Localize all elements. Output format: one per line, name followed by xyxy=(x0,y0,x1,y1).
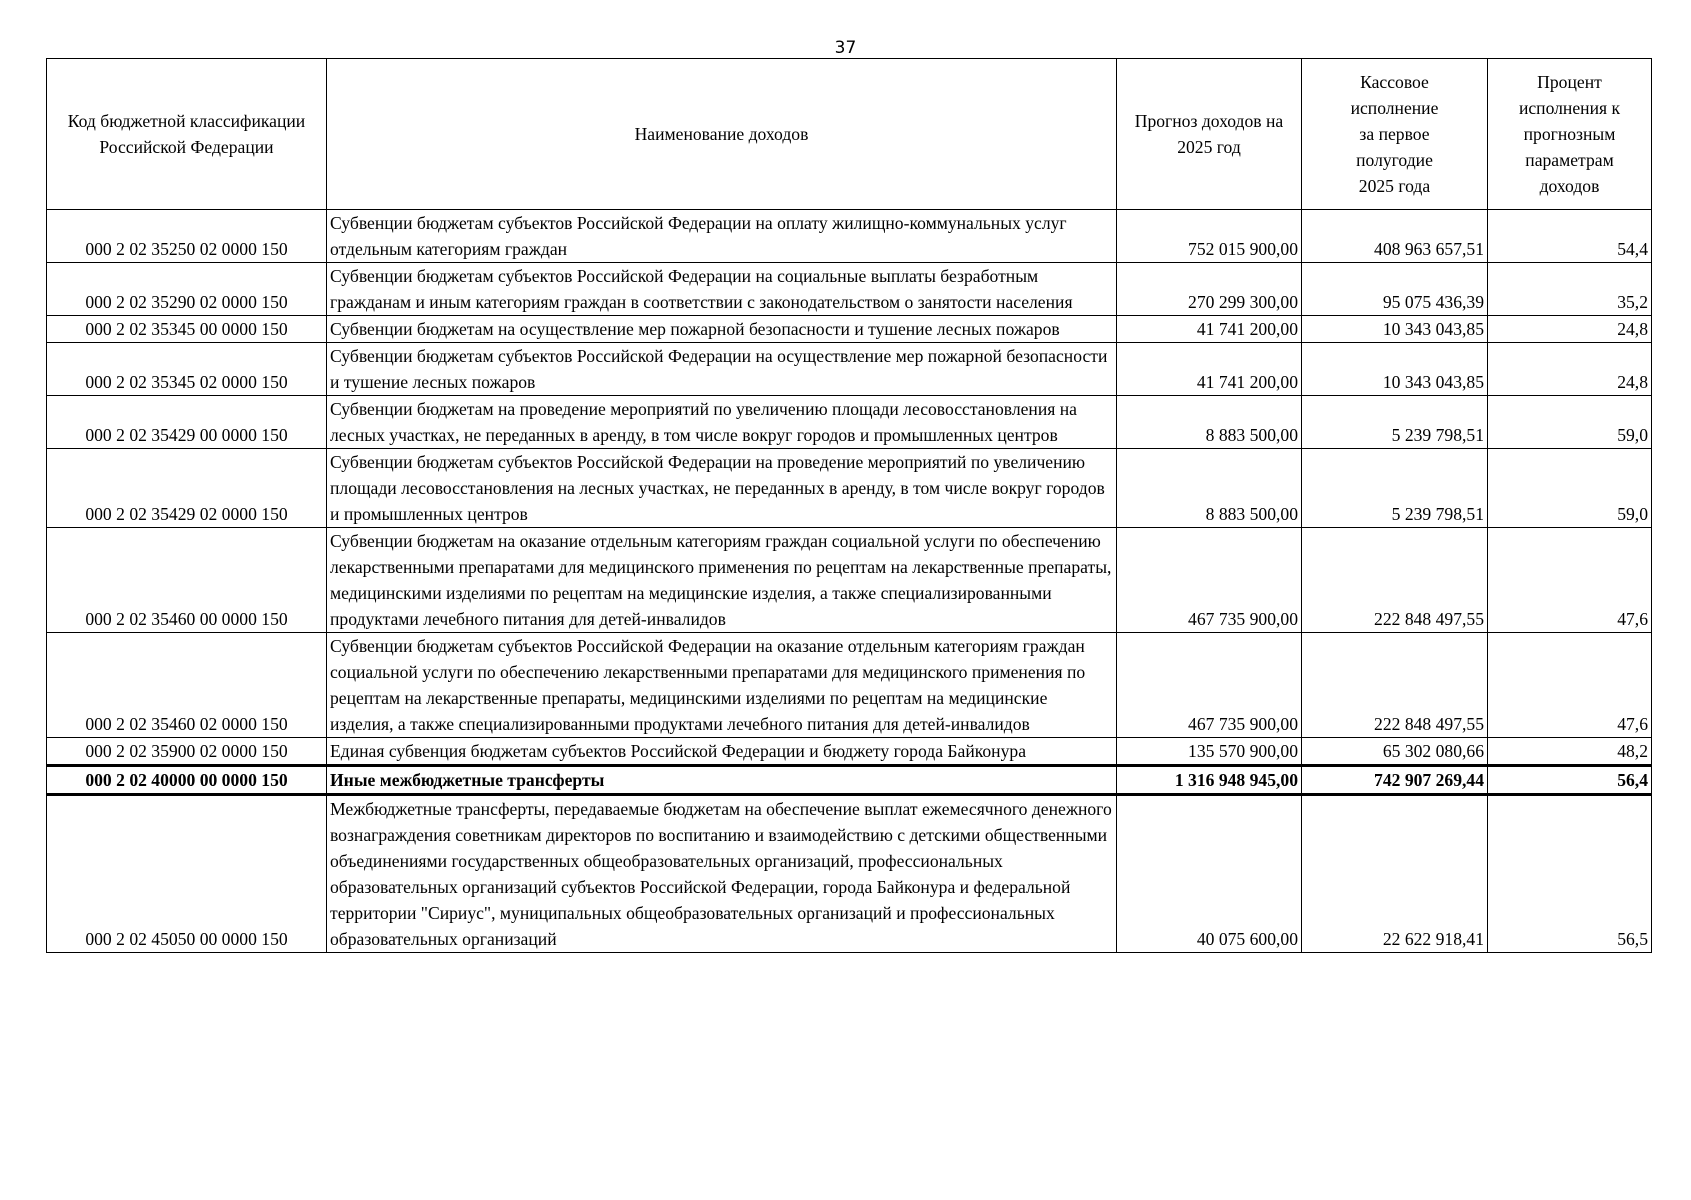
header-name: Наименование доходов xyxy=(327,59,1117,210)
cell-name: Единая субвенция бюджетам субъектов Российской Федерации и бюджету города Байконура xyxy=(327,738,1117,766)
cell-name: Субвенции бюджетам субъектов Российской Федерации на социальные выплаты безработным гражданам и иным категориям граждан в соответствии с законодательством о занятости населения xyxy=(327,263,1117,316)
cell-code: 000 2 02 35290 02 0000 150 xyxy=(47,263,327,316)
cell-code: 000 2 02 35460 00 0000 150 xyxy=(47,528,327,633)
cell-name: Субвенции бюджетам на осуществление мер пожарной безопасности и тушение лесных пожаров xyxy=(327,316,1117,343)
cell-pct: 48,2 xyxy=(1488,738,1652,766)
cell-exec: 5 239 798,51 xyxy=(1302,449,1488,528)
page-number: 37 xyxy=(834,38,857,58)
cell-plan: 135 570 900,00 xyxy=(1117,738,1302,766)
revenue-table xyxy=(46,58,1652,953)
cell-pct: 56,5 xyxy=(1488,795,1652,953)
cell-name: Субвенции бюджетам на оказание отдельным категориям граждан социальной услуги по обеспечению лекарственными препаратами для медицинского применения по рецептам на лекарственные препараты, медицинскими изделиями по рецептам на медицинские изделия, а также специализированными продуктами лечебного питания для детей-инвалидов xyxy=(327,528,1117,633)
cell-name: Субвенции бюджетам субъектов Российской Федерации на оплату жилищно-коммунальных услуг отдельным категориям граждан xyxy=(327,210,1117,263)
cell-plan: 270 299 300,00 xyxy=(1117,263,1302,316)
table-row xyxy=(47,316,1652,343)
cell-plan: 41 741 200,00 xyxy=(1117,343,1302,396)
cell-exec: 22 622 918,41 xyxy=(1302,795,1488,953)
header-plan: Прогноз доходов на 2025 год xyxy=(1117,59,1302,210)
cell-name: Субвенции бюджетам субъектов Российской Федерации на проведение мероприятий по увеличению площади лесовосстановления на лесных участках, не переданных в аренду, в том числе вокруг городов и промышленных центров xyxy=(327,449,1117,528)
table-row xyxy=(47,343,1652,396)
cell-pct: 35,2 xyxy=(1488,263,1652,316)
cell-code: 000 2 02 35900 02 0000 150 xyxy=(47,738,327,766)
cell-plan: 41 741 200,00 xyxy=(1117,316,1302,343)
cell-plan: 40 075 600,00 xyxy=(1117,795,1302,953)
cell-exec: 95 075 436,39 xyxy=(1302,263,1488,316)
cell-pct: 54,4 xyxy=(1488,210,1652,263)
cell-code: 000 2 02 40000 00 0000 150 xyxy=(47,766,327,795)
cell-plan: 1 316 948 945,00 xyxy=(1117,766,1302,795)
cell-exec: 408 963 657,51 xyxy=(1302,210,1488,263)
cell-code: 000 2 02 35345 00 0000 150 xyxy=(47,316,327,343)
cell-exec: 222 848 497,55 xyxy=(1302,633,1488,738)
table-header-row xyxy=(47,59,1652,210)
cell-pct: 24,8 xyxy=(1488,316,1652,343)
cell-exec: 10 343 043,85 xyxy=(1302,316,1488,343)
cell-plan: 467 735 900,00 xyxy=(1117,633,1302,738)
cell-name: Межбюджетные трансферты, передаваемые бюджетам на обеспечение выплат ежемесячного денежного вознаграждения советникам директоров по воспитанию и взаимодействию с детскими общественными объединениями государственных общеобразовательных организаций, профессиональных образовательных организаций субъектов Российской Федерации, города Байконура и федеральной территории "Сириус", муниципальных общеобразовательных организаций и профессиональных образовательных организаций xyxy=(327,795,1117,953)
cell-plan: 752 015 900,00 xyxy=(1117,210,1302,263)
header-code: Код бюджетной классификации Российской Федерации xyxy=(47,59,327,210)
cell-exec: 742 907 269,44 xyxy=(1302,766,1488,795)
cell-pct: 59,0 xyxy=(1488,396,1652,449)
table-row xyxy=(47,210,1652,263)
cell-pct: 24,8 xyxy=(1488,343,1652,396)
cell-pct: 47,6 xyxy=(1488,528,1652,633)
cell-name: Субвенции бюджетам субъектов Российской Федерации на осуществление мер пожарной безопасности и тушение лесных пожаров xyxy=(327,343,1117,396)
cell-pct: 59,0 xyxy=(1488,449,1652,528)
table-row xyxy=(47,795,1652,953)
cell-code: 000 2 02 35429 00 0000 150 xyxy=(47,396,327,449)
cell-code: 000 2 02 35460 02 0000 150 xyxy=(47,633,327,738)
table-row xyxy=(47,633,1652,738)
table-row xyxy=(47,528,1652,633)
header-pct: Процент исполнения к прогнозным параметрам доходов xyxy=(1488,59,1652,210)
cell-code: 000 2 02 35429 02 0000 150 xyxy=(47,449,327,528)
cell-name: Иные межбюджетные трансферты xyxy=(327,766,1117,795)
table-row-subtotal xyxy=(47,766,1652,795)
cell-name: Субвенции бюджетам на проведение мероприятий по увеличению площади лесовосстановления на лесных участках, не переданных в аренду, в том числе вокруг городов и промышленных центров xyxy=(327,396,1117,449)
cell-code: 000 2 02 45050 00 0000 150 xyxy=(47,795,327,953)
table-row xyxy=(47,396,1652,449)
cell-exec: 65 302 080,66 xyxy=(1302,738,1488,766)
cell-plan: 8 883 500,00 xyxy=(1117,449,1302,528)
cell-plan: 467 735 900,00 xyxy=(1117,528,1302,633)
cell-name: Субвенции бюджетам субъектов Российской Федерации на оказание отдельным категориям граждан социальной услуги по обеспечению лекарственными препаратами для медицинского применения по рецептам на лекарственные препараты, медицинскими изделиями по рецептам на медицинские изделия, а также специализированными продуктами лечебного питания для детей-инвалидов xyxy=(327,633,1117,738)
cell-code: 000 2 02 35250 02 0000 150 xyxy=(47,210,327,263)
cell-pct: 47,6 xyxy=(1488,633,1652,738)
cell-exec: 5 239 798,51 xyxy=(1302,396,1488,449)
cell-code: 000 2 02 35345 02 0000 150 xyxy=(47,343,327,396)
cell-exec: 222 848 497,55 xyxy=(1302,528,1488,633)
table-row xyxy=(47,263,1652,316)
table-row xyxy=(47,738,1652,766)
header-exec: Кассовое исполнение за первое полугодие 2025 года xyxy=(1302,59,1488,210)
cell-exec: 10 343 043,85 xyxy=(1302,343,1488,396)
table-row xyxy=(47,449,1652,528)
cell-plan: 8 883 500,00 xyxy=(1117,396,1302,449)
cell-pct: 56,4 xyxy=(1488,766,1652,795)
